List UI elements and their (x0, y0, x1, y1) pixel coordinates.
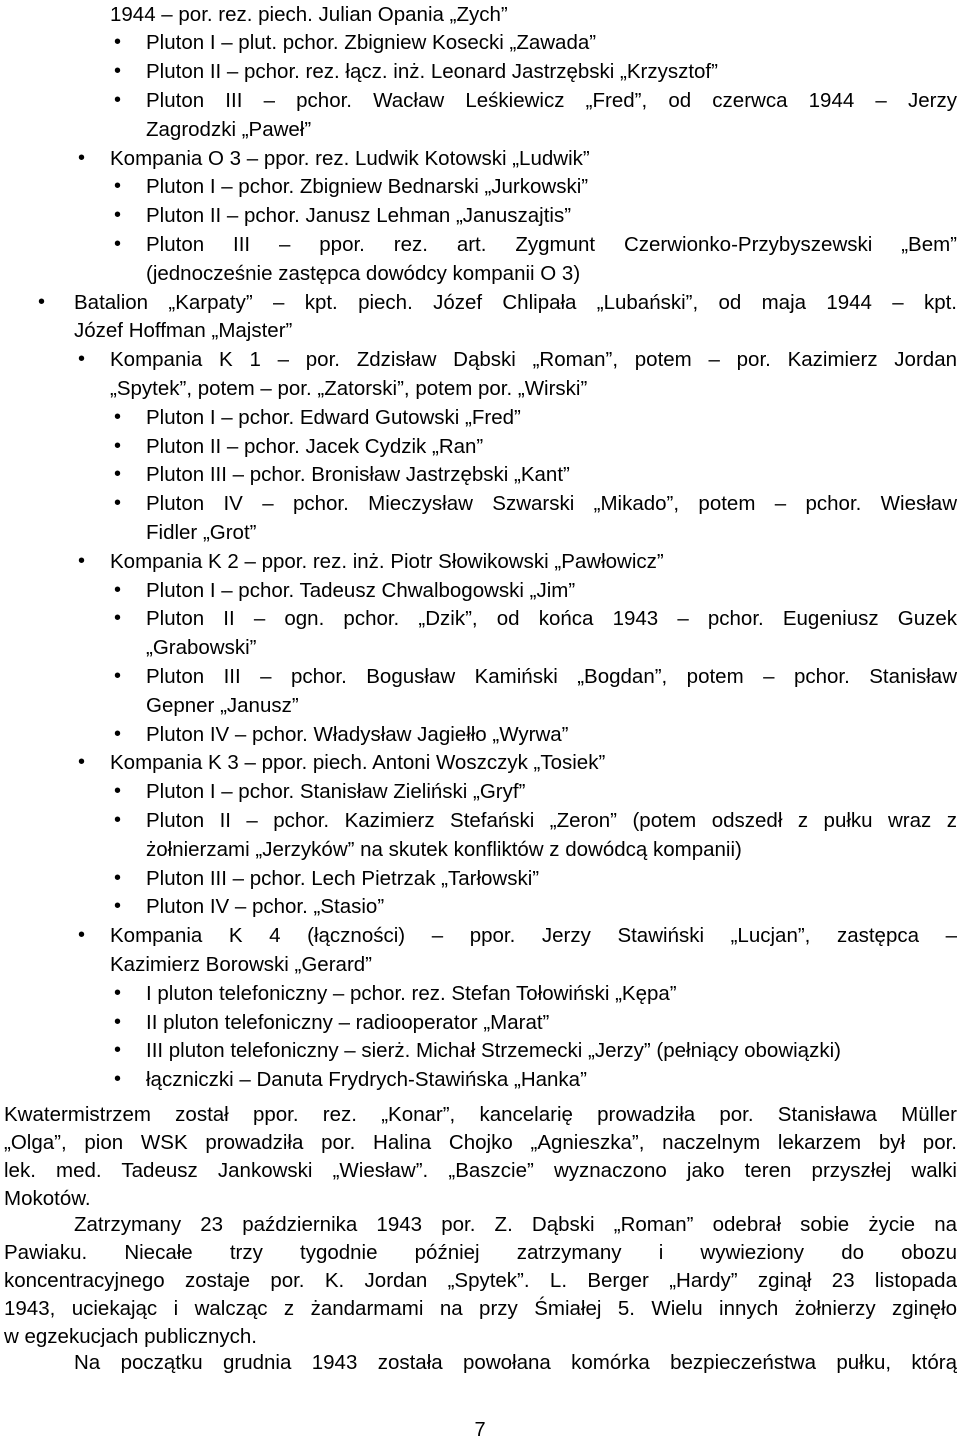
line-text: Pluton II – pchor. Janusz Lehman „Januszajtis” (146, 204, 572, 227)
text-line (0, 460, 960, 489)
text-line (0, 172, 960, 201)
line-text: koncentracyjnego zostaje por. K. Jordan „Spytek”. L. Berger „Hardy” zginął 23 listopada (4, 1269, 957, 1292)
text-line (0, 316, 960, 345)
line-text: I pluton telefoniczny – pchor. rez. Stefan Tołowiński „Kępa” (146, 982, 677, 1005)
line-text: Zatrzymany 23 października 1943 por. Z. Dąbski „Roman” odebrał sobie życie na (74, 1213, 957, 1236)
bullet-icon: • (114, 60, 122, 82)
line-text: Batalion „Karpaty” – kpt. piech. Józef Chlipała „Lubański”, od maja 1944 – kpt. (74, 291, 957, 314)
bullet-icon: • (114, 1011, 122, 1033)
bullet-icon: • (78, 751, 86, 773)
line-text: Pluton IV – pchor. Władysław Jagiełło „Wyrwa” (146, 723, 569, 746)
text-line (0, 1184, 960, 1213)
bullet-icon: • (114, 780, 122, 802)
text-line (0, 835, 960, 864)
text-line (0, 1348, 960, 1377)
bullet-icon: • (114, 665, 122, 687)
text-line (0, 691, 960, 720)
text-line (0, 1294, 960, 1323)
line-text: Pluton I – pchor. Edward Gutowski „Fred” (146, 406, 521, 429)
bullet-icon: • (114, 204, 122, 226)
line-text: Pluton IV – pchor. Mieczysław Szwarski „Mikado”, potem – pchor. Wiesław (146, 492, 957, 515)
text-line (0, 662, 960, 691)
line-text: 1944 – por. rez. piech. Julian Opania „Zych” (110, 3, 508, 26)
bullet-icon: • (78, 348, 86, 370)
text-line (0, 604, 960, 633)
bullet-icon: • (114, 809, 122, 831)
text-line (0, 921, 960, 950)
line-text: w egzekucjach publicznych. (4, 1325, 257, 1348)
line-text: Zagrodzki „Paweł” (146, 118, 312, 141)
line-text: Fidler „Grot” (146, 521, 257, 544)
line-text: Pluton I – pchor. Zbigniew Bednarski „Jurkowski” (146, 175, 589, 198)
bullet-icon: • (114, 867, 122, 889)
line-text: Kompania K 3 – ppor. piech. Antoni Woszczyk „Tosiek” (110, 751, 606, 774)
bullet-icon: • (114, 579, 122, 601)
line-text: (jednocześnie zastępca dowódcy kompanii O 3) (146, 262, 581, 285)
text-line (0, 144, 960, 173)
text-line (0, 547, 960, 576)
line-text: Kompania K 1 – por. Zdzisław Dąbski „Roman”, potem – por. Kazimierz Jordan (110, 348, 957, 371)
bullet-icon: • (114, 31, 122, 53)
text-line (0, 777, 960, 806)
text-line (0, 259, 960, 288)
line-text: lek. med. Tadeusz Jankowski „Wiesław”. „Baszcie” wyznaczono jako teren przyszłej walki (4, 1159, 957, 1182)
text-line (0, 1210, 960, 1239)
line-text: Pluton II – ogn. pchor. „Dzik”, od końca 1943 – pchor. Eugeniusz Guzek (146, 607, 957, 630)
line-text: Gepner „Janusz” (146, 694, 299, 717)
bullet-icon: • (114, 435, 122, 457)
line-text: Kompania O 3 – ppor. rez. Ludwik Kotowski „Ludwik” (110, 147, 590, 170)
text-line (0, 28, 960, 57)
bullet-icon: • (78, 924, 86, 946)
text-line (0, 1036, 960, 1065)
bullet-icon: • (114, 982, 122, 1004)
bullet-icon: • (114, 463, 122, 485)
line-text: Pluton II – pchor. rez. łącz. inż. Leonard Jastrzębski „Krzysztof” (146, 60, 718, 83)
text-line (0, 403, 960, 432)
text-line (0, 1266, 960, 1295)
bullet-icon: • (114, 492, 122, 514)
text-line (0, 950, 960, 979)
line-text: „Olga”, pion WSK prowadziła por. Halina Chojko „Agnieszka”, naczelnym lekarzem był por. (4, 1131, 957, 1154)
line-text: Józef Hoffman „Majster” (74, 319, 293, 342)
bullet-icon: • (78, 550, 86, 572)
text-line (0, 806, 960, 835)
text-line (0, 288, 960, 317)
line-text: Pluton II – pchor. Jacek Cydzik „Ran” (146, 435, 484, 458)
line-text: Kompania K 4 (łączności) – ppor. Jerzy Stawiński „Lucjan”, zastępca – (110, 924, 957, 947)
line-text: Pluton III – pchor. Lech Pietrzak „Tarłowski” (146, 867, 540, 890)
line-text: Pluton III – ppor. rez. art. Zygmunt Czerwionko-Przybyszewski „Bem” (146, 233, 957, 256)
text-line (0, 0, 960, 29)
text-line (0, 201, 960, 230)
text-line (0, 1238, 960, 1267)
line-text: Pluton I – pchor. Tadeusz Chwalbogowski „Jim” (146, 579, 576, 602)
bullet-icon: • (114, 406, 122, 428)
line-text: Pluton I – plut. pchor. Zbigniew Kosecki „Zawada” (146, 31, 597, 54)
line-text: Pluton II – pchor. Kazimierz Stefański „Zeron” (potem odszedł z pułku wraz z (146, 809, 957, 832)
text-line (0, 1008, 960, 1037)
text-line (0, 86, 960, 115)
bullet-icon: • (114, 89, 122, 111)
text-line (0, 864, 960, 893)
text-line (0, 1128, 960, 1157)
bullet-icon: • (114, 895, 122, 917)
line-text: żołnierzami „Jerzyków” na skutek konfliktów z dowódcą kompanii) (146, 838, 742, 861)
line-text: Pluton I – pchor. Stanisław Zieliński „Gryf” (146, 780, 526, 803)
text-line (0, 518, 960, 547)
bullet-icon: • (114, 1068, 122, 1090)
text-line (0, 1100, 960, 1129)
text-line (0, 748, 960, 777)
text-line (0, 489, 960, 518)
line-text: łączniczki – Danuta Frydrych-Stawińska „Hanka” (146, 1068, 587, 1091)
text-line (0, 892, 960, 921)
line-text: Na początku grudnia 1943 została powołana komórka bezpieczeństwa pułku, którą (74, 1351, 957, 1374)
text-line (0, 720, 960, 749)
bullet-icon: • (114, 607, 122, 629)
bullet-icon: • (114, 175, 122, 197)
line-text: Pluton III – pchor. Bronisław Jastrzębski „Kant” (146, 463, 570, 486)
line-text: Pluton III – pchor. Wacław Leśkiewicz „Fred”, od czerwca 1944 – Jerzy (146, 89, 957, 112)
bullet-icon: • (114, 233, 122, 255)
line-text: Pawiaku. Niecałe trzy tygodnie później zatrzymany i wywieziony do obozu (4, 1241, 957, 1264)
line-text: „Grabowski” (146, 636, 257, 659)
text-line (0, 576, 960, 605)
line-text: Pluton III – pchor. Bogusław Kamiński „Bogdan”, potem – pchor. Stanisław (146, 665, 957, 688)
text-line (0, 1065, 960, 1094)
line-text: II pluton telefoniczny – radiooperator „Marat” (146, 1011, 550, 1034)
line-text: III pluton telefoniczny – sierż. Michał Strzemecki „Jerzy” (pełniący obowiązki) (146, 1039, 841, 1062)
text-line (0, 345, 960, 374)
text-line (0, 979, 960, 1008)
page-number: 7 (474, 1419, 486, 1441)
bullet-icon: • (38, 291, 46, 313)
text-line (0, 57, 960, 86)
line-text: Kompania K 2 – ppor. rez. inż. Piotr Słowikowski „Pawłowicz” (110, 550, 664, 573)
line-text: „Spytek”, potem – por. „Zatorski”, potem por. „Wirski” (110, 377, 588, 400)
text-line (0, 115, 960, 144)
line-text: 1943, uciekając i walcząc z żandarmami na przy Śmiałej 5. Wielu innych żołnierzy zginęło (4, 1297, 957, 1320)
line-text: Mokotów. (4, 1187, 91, 1210)
text-line (0, 1156, 960, 1185)
bullet-icon: • (114, 1039, 122, 1061)
text-line (0, 432, 960, 461)
line-text: Pluton IV – pchor. „Stasio” (146, 895, 385, 918)
bullet-icon: • (78, 147, 86, 169)
text-line (0, 374, 960, 403)
text-line (0, 633, 960, 662)
line-text: Kwatermistrzem został ppor. rez. „Konar”, kancelarię prowadziła por. Stanisława Müller (4, 1103, 957, 1126)
bullet-icon: • (114, 723, 122, 745)
line-text: Kazimierz Borowski „Gerard” (110, 953, 372, 976)
text-line (0, 230, 960, 259)
text-line (0, 1322, 960, 1351)
